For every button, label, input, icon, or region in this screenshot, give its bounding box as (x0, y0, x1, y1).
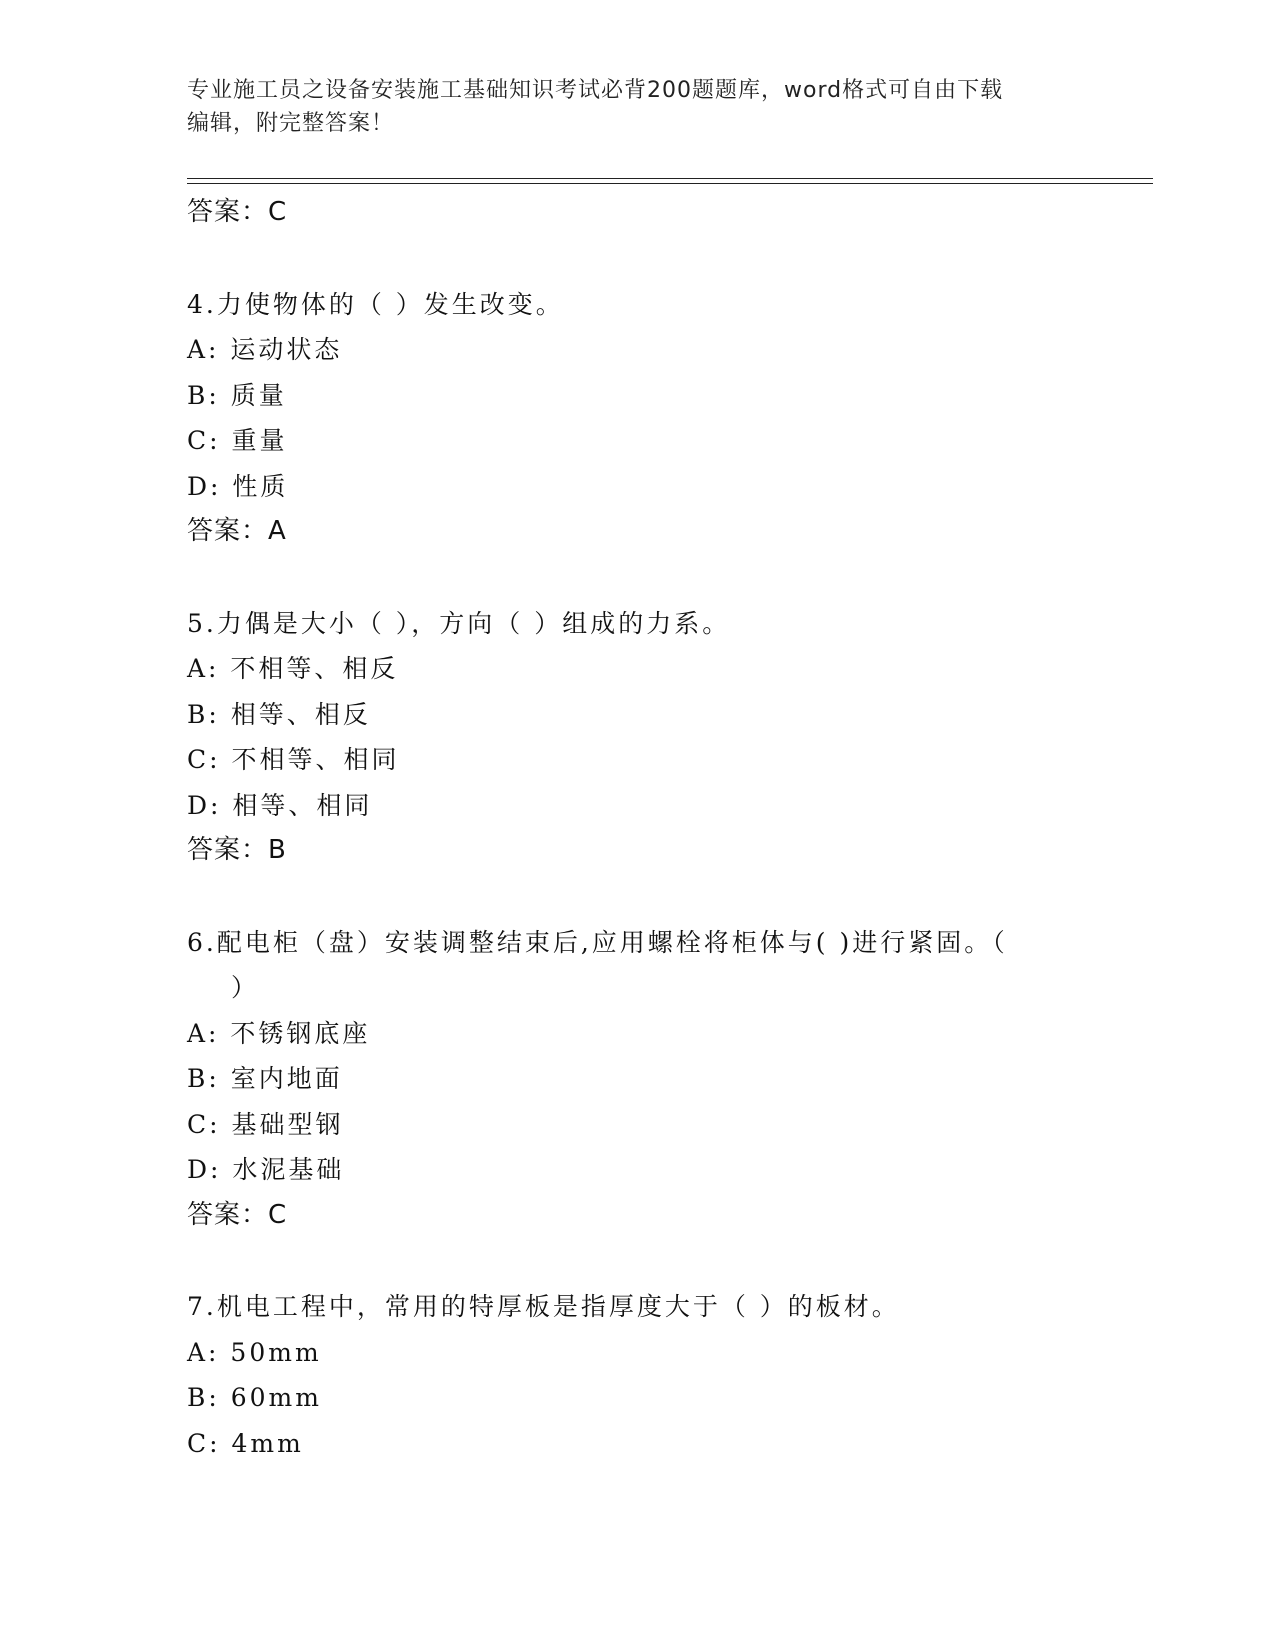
question-6-option-c: C: 基础型钢 (187, 1109, 344, 1139)
question-7-option-a: A: 50mm (187, 1337, 322, 1367)
question-7-option-c: C: 4mm (187, 1428, 304, 1458)
header-divider-bottom (187, 183, 1153, 184)
question-4-stem: 4.力使物体的（ ）发生改变。 (187, 289, 564, 319)
question-7-option-b: B: 60mm (187, 1383, 322, 1412)
page-header (187, 74, 1067, 140)
question-5-option-b: B: 相等、相反 (187, 699, 371, 729)
question-6-stem: 6.配电柜（盘）安装调整结束后,应用螺栓将柜体与( )进行紧固。（ (187, 927, 1008, 957)
question-4-option-c: C: 重量 (187, 426, 288, 455)
answer-q3: 答案：C (187, 197, 288, 227)
question-list (187, 190, 1087, 1466)
question-4-option-d: D: 性质 (187, 471, 289, 501)
spacer (187, 236, 1087, 282)
question-6-option-d: D: 水泥基础 (187, 1155, 345, 1184)
question-5-option-a: A: 不相等、相反 (187, 654, 399, 683)
spacer (187, 874, 1087, 920)
question-6-option-a: A: 不锈钢底座 (187, 1018, 371, 1048)
question-7-stem: 7.机电工程中，常用的特厚板是指厚度大于（ ）的板材。 (187, 1292, 900, 1321)
answer-q4: 答案：A (187, 516, 287, 546)
question-5-stem: 5.力偶是大小（ ），方向（ ）组成的力系。 (187, 608, 731, 638)
header-divider-top (187, 178, 1153, 179)
answer-q6: 答案：C (187, 1199, 288, 1230)
question-5-option-c: C: 不相等、相同 (187, 745, 400, 774)
question-6-stem-continued: ） (231, 973, 260, 1002)
spacer (187, 1238, 1087, 1284)
question-5-option-d: D: 相等、相同 (187, 790, 373, 820)
header-title-line-2: 编辑，附完整答案！ (187, 111, 395, 136)
question-6-option-b: B: 室内地面 (187, 1064, 343, 1093)
question-4-option-b: B: 质量 (187, 380, 287, 410)
header-title-line-1: 专业施工员之设备安装施工基础知识考试必背200题题库，word格式可自由下载 (187, 78, 1004, 103)
spacer (187, 555, 1087, 601)
question-4-option-a: A: 运动状态 (187, 335, 343, 364)
answer-q5: 答案：B (187, 835, 287, 865)
